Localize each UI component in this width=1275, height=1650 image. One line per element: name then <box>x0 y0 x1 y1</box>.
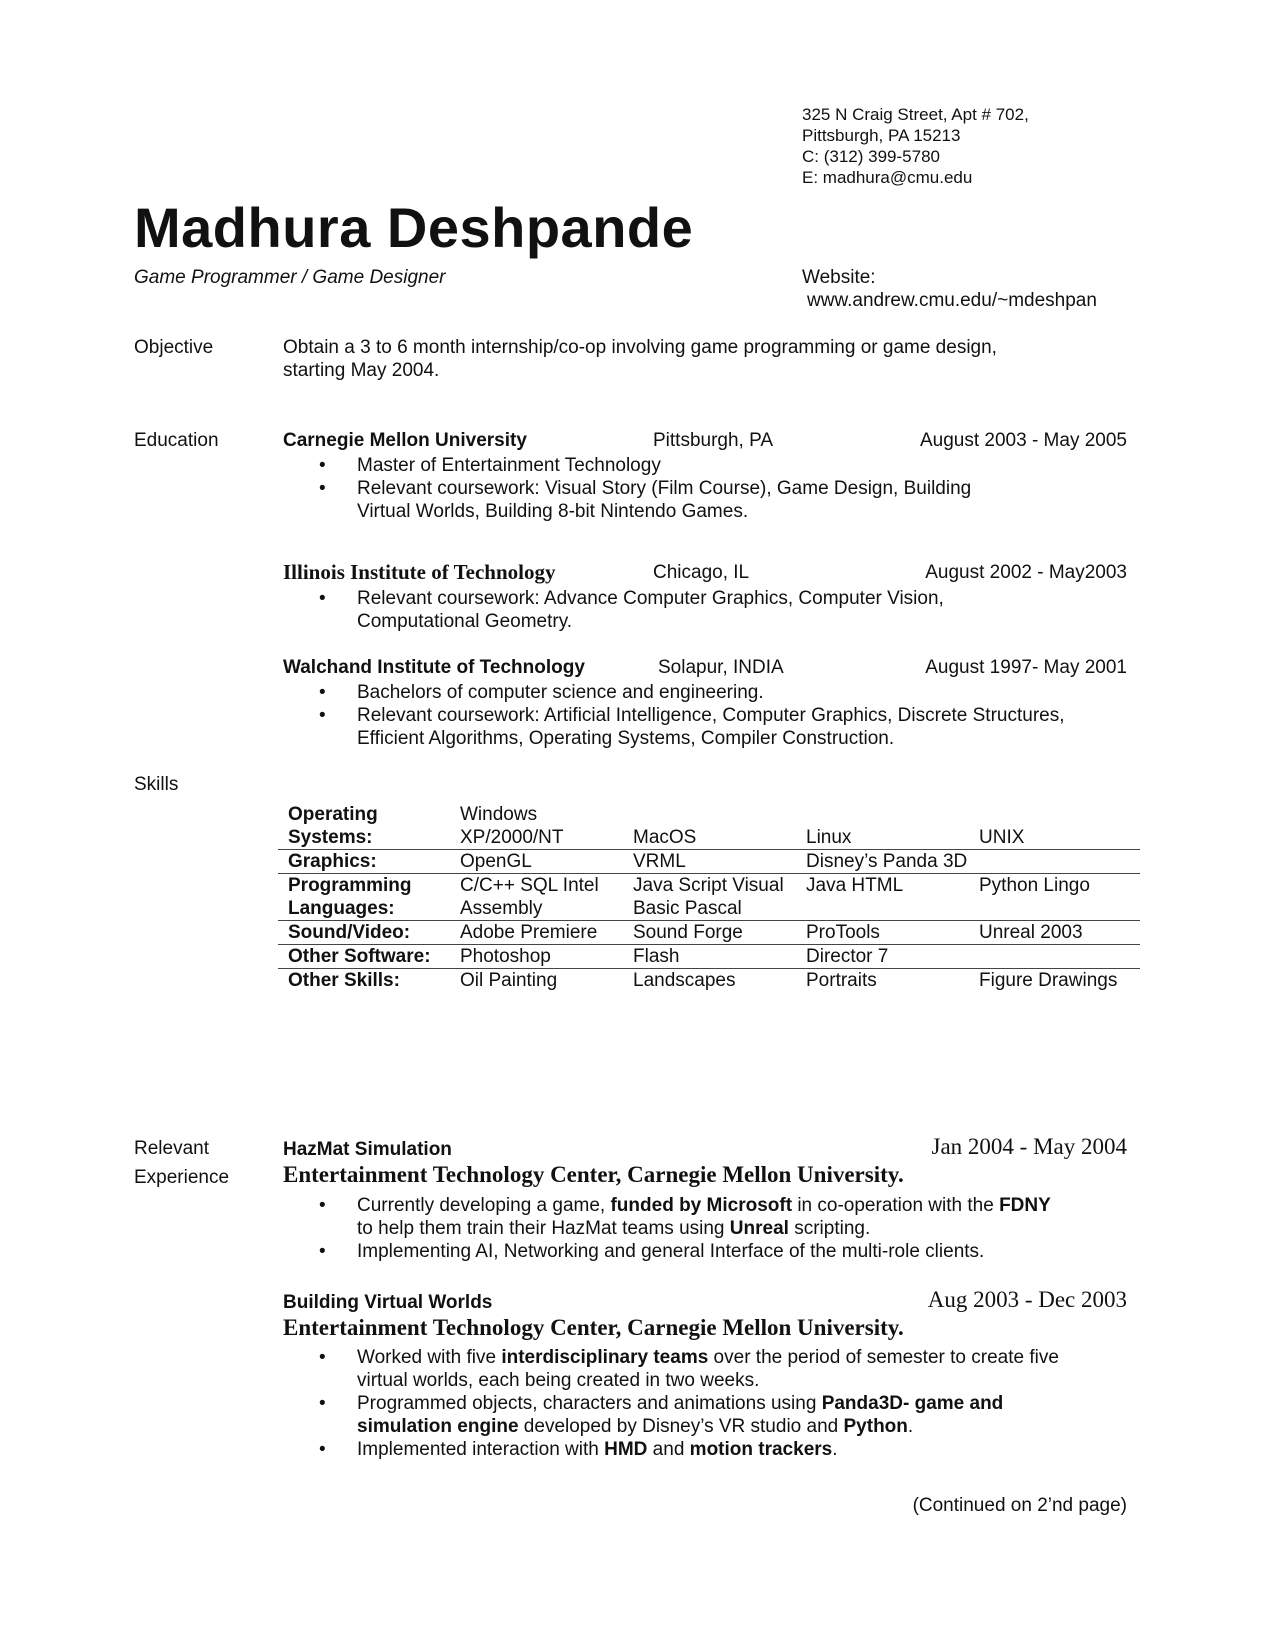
skill-cell: VRML <box>633 851 686 872</box>
skill-category: Other Skills: <box>288 970 400 991</box>
address-line-2: Pittsburgh, PA 15213 <box>802 126 961 145</box>
school-dates: August 2003 - May 2005 <box>919 430 1127 451</box>
education-label: Education <box>134 430 219 451</box>
skill-cell: Flash <box>633 946 680 967</box>
resume-subtitle: Game Programmer / Game Designer <box>134 267 446 288</box>
text-run: Implemented interaction with <box>357 1439 605 1460</box>
project-dates: Jan 2004 - May 2004 <box>931 1134 1127 1159</box>
skill-category: Programming Languages: <box>288 875 412 919</box>
skill-cell: Windows XP/2000/NT <box>460 804 564 848</box>
skill-category: Other Software: <box>288 946 431 967</box>
list-item: • Implementing AI, Networking and general Interface of the multi-role clients. <box>283 1240 1127 1263</box>
skill-cell: MacOS <box>633 827 697 848</box>
education-entry-iit <box>283 561 1127 585</box>
skill-cell: Linux <box>806 827 852 848</box>
skill-cell: Python Lingo <box>979 875 1090 896</box>
school-location: Pittsburgh, PA <box>653 430 774 451</box>
education-bullets-walchand <box>283 681 1127 750</box>
table-row <box>278 874 1140 921</box>
skill-category: Operating Systems: <box>288 804 378 848</box>
skill-cell: Photoshop <box>460 946 551 967</box>
experience-entry-bvw <box>283 1288 1127 1316</box>
skill-cell <box>969 850 1140 874</box>
address-line-1: 325 N Craig Street, Apt # 702, <box>802 105 1029 124</box>
experience-bullets-hazmat <box>283 1194 1127 1263</box>
skill-cell: Java HTML <box>806 875 904 896</box>
skill-cell <box>969 945 1140 969</box>
continued-note: (Continued on 2’nd page) <box>912 1495 1127 1516</box>
school-name: Illinois Institute of Technology <box>283 560 556 584</box>
skill-cell: Figure Drawings <box>979 970 1118 991</box>
education-bullets-iit <box>283 587 1127 633</box>
website-label: Website: <box>802 267 876 288</box>
skill-cell: UNIX <box>979 827 1025 848</box>
list-item <box>283 1392 1077 1438</box>
skill-cell: Disney’s Panda 3D <box>806 851 968 872</box>
text-run: . <box>832 1439 838 1460</box>
project-name: HazMat Simulation <box>283 1139 452 1160</box>
resume-name: Madhura Deshpande <box>134 196 694 259</box>
skills-label: Skills <box>134 774 179 795</box>
education-entry-cmu <box>283 429 1127 453</box>
bold-run: interdisciplinary teams <box>501 1347 709 1368</box>
skill-cell: Sound Forge <box>633 922 743 943</box>
text-run: Currently developing a game, <box>357 1195 611 1216</box>
list-item: • Bachelors of computer science and engineering. <box>283 681 1127 704</box>
bold-run: Panda3D- game and simulation engine <box>357 1393 1004 1437</box>
bold-run: funded by Microsoft <box>610 1195 793 1216</box>
objective-text <box>283 336 1103 382</box>
list-item: • Relevant coursework: Artificial Intelligence, Computer Graphics, Discrete Structures, Efficient Algorithms, Operating Systems, Compiler Construction. <box>283 704 1127 750</box>
school-name: Carnegie Mellon University <box>283 430 527 451</box>
skill-cell: Landscapes <box>633 970 736 991</box>
list-item: • Relevant coursework: Visual Story (Film Course), Game Design, Building Virtual Worlds, Building 8-bit Nintendo Games. <box>283 477 1017 523</box>
experience-bullets-bvw <box>283 1346 1127 1461</box>
project-name: Building Virtual Worlds <box>283 1292 493 1313</box>
skill-cell: Adobe Premiere <box>460 922 598 943</box>
education-bullets-cmu <box>283 454 1127 523</box>
school-location: Chicago, IL <box>653 562 750 583</box>
experience-label-1: Relevant <box>134 1138 209 1159</box>
table-row <box>278 921 1140 945</box>
skill-cell: Portraits <box>806 970 877 991</box>
text-run: Programmed objects, characters and animations using <box>357 1393 822 1414</box>
experience-entry-hazmat <box>283 1135 1127 1163</box>
text-run: and <box>647 1439 690 1460</box>
table-row <box>278 969 1140 993</box>
text-run: to help them train their HazMat teams using <box>357 1218 730 1239</box>
school-dates: August 1997- May 2001 <box>925 657 1127 678</box>
cell-phone: C: (312) 399-5780 <box>802 147 940 166</box>
school-dates: August 2002 - May2003 <box>925 562 1127 583</box>
text-run: over the period of semester to create five virtual worlds, each being created in two weeks. <box>357 1347 1059 1391</box>
objective-label: Objective <box>134 337 214 358</box>
skill-cell: Director 7 <box>806 946 889 967</box>
skill-cell: C/C++ SQL Intel Assembly <box>460 875 599 919</box>
text-run: in co-operation with the <box>792 1195 1000 1216</box>
text-run: scripting. <box>788 1218 871 1239</box>
education-entry-walchand <box>283 656 1127 680</box>
contact-block <box>802 104 1029 188</box>
skill-cell: OpenGL <box>460 851 532 872</box>
list-item: • Relevant coursework: Advance Computer Graphics, Computer Vision, Computational Geometry. <box>283 587 997 633</box>
list-item: • Master of Entertainment Technology <box>283 454 1127 477</box>
school-location: Solapur, INDIA <box>658 657 784 678</box>
table-row <box>278 850 1140 874</box>
text-run: developed by Disney’s VR studio and <box>518 1416 844 1437</box>
skills-table <box>278 803 1140 992</box>
skill-category: Sound/Video: <box>288 922 411 943</box>
project-dates: Aug 2003 - Dec 2003 <box>927 1287 1127 1312</box>
table-row <box>278 803 1140 850</box>
school-name: Walchand Institute of Technology <box>283 657 585 678</box>
list-item <box>283 1438 1127 1461</box>
website-block <box>802 266 1097 312</box>
bold-run: HMD <box>604 1439 648 1460</box>
objective-line-2: starting May 2004. <box>283 360 440 381</box>
website-url[interactable]: www.andrew.cmu.edu/~mdeshpan <box>807 290 1097 311</box>
text-run: . <box>907 1416 914 1437</box>
bold-run: Unreal <box>729 1218 789 1239</box>
skill-cell: ProTools <box>806 922 880 943</box>
experience-label-2: Experience <box>134 1167 230 1188</box>
email: E: madhura@cmu.edu <box>802 168 973 187</box>
project-organization: Entertainment Technology Center, Carnegie Mellon University. <box>283 1162 904 1187</box>
objective-line-1: Obtain a 3 to 6 month internship/co-op involving game programming or game design, <box>283 337 997 358</box>
project-organization: Entertainment Technology Center, Carnegie Mellon University. <box>283 1315 904 1340</box>
skill-cell: Oil Painting <box>460 970 558 991</box>
skill-cell: Unreal 2003 <box>979 922 1083 943</box>
bold-run: FDNY <box>999 1195 1051 1216</box>
list-item <box>283 1194 1127 1240</box>
table-row <box>278 945 1140 969</box>
bold-run: Python <box>843 1416 908 1437</box>
text-run: Worked with five <box>357 1347 502 1368</box>
skill-cell: Java Script Visual Basic Pascal <box>633 875 784 919</box>
skill-category: Graphics: <box>288 851 377 872</box>
bold-run: motion trackers <box>689 1439 833 1460</box>
list-item <box>283 1346 1097 1392</box>
